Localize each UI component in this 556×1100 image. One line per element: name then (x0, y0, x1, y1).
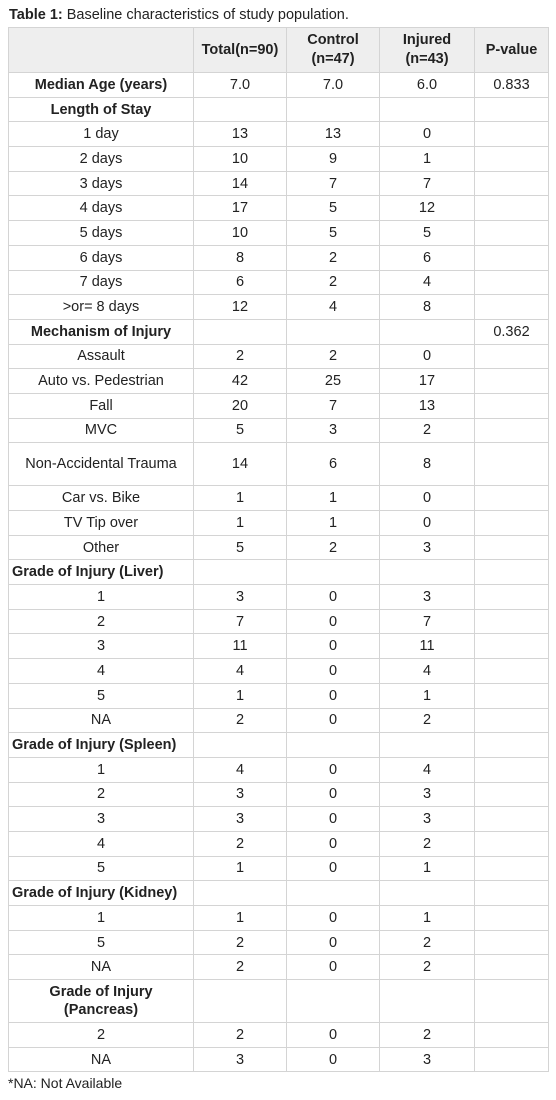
table-row (9, 295, 549, 320)
p-value-cell (475, 369, 549, 394)
row-label: Non-Accidental Trauma (9, 443, 194, 486)
section-row (9, 980, 549, 1023)
row-label: Median Age (years) (9, 73, 194, 98)
section-row (9, 97, 549, 122)
control-cell (287, 881, 380, 906)
row-label: NA (9, 1047, 194, 1072)
control-cell: 7 (287, 393, 380, 418)
total-cell: 10 (194, 147, 287, 172)
control-cell (287, 560, 380, 585)
control-cell: 0 (287, 585, 380, 610)
p-value-cell (475, 757, 549, 782)
injured-cell: 1 (380, 683, 475, 708)
control-cell: 2 (287, 270, 380, 295)
total-cell: 7.0 (194, 73, 287, 98)
p-value-cell (475, 196, 549, 221)
row-label: NA (9, 708, 194, 733)
injured-cell: 6 (380, 245, 475, 270)
total-cell: 2 (194, 831, 287, 856)
table-row (9, 122, 549, 147)
row-label: Grade of Injury (Liver) (9, 560, 194, 585)
total-cell: 2 (194, 708, 287, 733)
control-cell: 2 (287, 344, 380, 369)
injured-cell: 12 (380, 196, 475, 221)
p-value-cell: 0.833 (475, 73, 549, 98)
section-row (9, 733, 549, 758)
injured-cell: 4 (380, 659, 475, 684)
injured-cell: 1 (380, 147, 475, 172)
table-row (9, 930, 549, 955)
injured-cell: 3 (380, 585, 475, 610)
total-cell: 3 (194, 1047, 287, 1072)
row-label: 5 (9, 683, 194, 708)
section-row (9, 319, 549, 344)
control-cell: 0 (287, 955, 380, 980)
row-label: 3 (9, 807, 194, 832)
injured-cell: 3 (380, 535, 475, 560)
row-label: 1 day (9, 122, 194, 147)
control-cell (287, 319, 380, 344)
control-cell (287, 980, 380, 1023)
total-cell: 2 (194, 930, 287, 955)
control-cell: 5 (287, 221, 380, 246)
header-cell-label (9, 28, 194, 73)
row-label: Grade of Injury (Pancreas) (9, 980, 194, 1023)
row-label: 3 (9, 634, 194, 659)
total-cell: 12 (194, 295, 287, 320)
table-row (9, 443, 549, 486)
p-value-cell (475, 659, 549, 684)
row-label: Grade of Injury (Kidney) (9, 881, 194, 906)
total-cell: 4 (194, 659, 287, 684)
total-cell (194, 733, 287, 758)
table-row (9, 955, 549, 980)
row-label: Fall (9, 393, 194, 418)
total-cell (194, 560, 287, 585)
total-cell: 4 (194, 757, 287, 782)
row-label: Other (9, 535, 194, 560)
table-footnote: *NA: Not Available (8, 1075, 123, 1091)
control-cell: 0 (287, 757, 380, 782)
row-label: 4 days (9, 196, 194, 221)
injured-cell: 3 (380, 1047, 475, 1072)
table-row (9, 270, 549, 295)
p-value-cell (475, 585, 549, 610)
row-label: MVC (9, 418, 194, 443)
p-value-cell (475, 906, 549, 931)
injured-cell: 2 (380, 831, 475, 856)
p-value-cell (475, 393, 549, 418)
injured-cell: 7 (380, 609, 475, 634)
injured-cell: 2 (380, 418, 475, 443)
injured-cell: 3 (380, 807, 475, 832)
injured-cell (380, 980, 475, 1023)
p-value-cell (475, 1047, 549, 1072)
total-cell: 14 (194, 171, 287, 196)
control-cell: 2 (287, 245, 380, 270)
caption-text: Baseline characteristics of study population. (62, 7, 349, 23)
total-cell (194, 980, 287, 1023)
p-value-cell (475, 733, 549, 758)
table-row (9, 511, 549, 536)
table-row (9, 856, 549, 881)
total-cell: 17 (194, 196, 287, 221)
total-cell: 20 (194, 393, 287, 418)
p-value-cell (475, 609, 549, 634)
table-row (9, 634, 549, 659)
caption-label: Table 1: (9, 7, 63, 23)
table-row (9, 486, 549, 511)
injured-cell (380, 319, 475, 344)
control-cell: 5 (287, 196, 380, 221)
control-cell: 4 (287, 295, 380, 320)
control-cell: 0 (287, 609, 380, 634)
injured-cell: 0 (380, 511, 475, 536)
injured-cell: 2 (380, 930, 475, 955)
row-label: 3 days (9, 171, 194, 196)
row-label: Assault (9, 344, 194, 369)
header-cell-total: Total(n=90) (194, 28, 287, 73)
control-cell: 0 (287, 930, 380, 955)
p-value-cell (475, 171, 549, 196)
p-value-cell (475, 511, 549, 536)
p-value-cell (475, 245, 549, 270)
total-cell: 6 (194, 270, 287, 295)
table-body (9, 73, 549, 1072)
p-value-cell (475, 97, 549, 122)
injured-cell (380, 881, 475, 906)
row-label: 2 days (9, 147, 194, 172)
injured-cell: 7 (380, 171, 475, 196)
table-row (9, 609, 549, 634)
injured-cell: 11 (380, 634, 475, 659)
row-label: 2 (9, 609, 194, 634)
total-cell (194, 97, 287, 122)
row-label: Grade of Injury (Spleen) (9, 733, 194, 758)
table-row (9, 708, 549, 733)
row-label: >or= 8 days (9, 295, 194, 320)
table-row (9, 196, 549, 221)
p-value-cell (475, 980, 549, 1023)
table-row (9, 535, 549, 560)
p-value-cell (475, 708, 549, 733)
injured-cell: 6.0 (380, 73, 475, 98)
header-cell-injured: Injured (n=43) (380, 28, 475, 73)
header-row (9, 28, 549, 73)
total-cell (194, 319, 287, 344)
control-cell (287, 97, 380, 122)
control-cell: 1 (287, 486, 380, 511)
injured-cell: 17 (380, 369, 475, 394)
injured-cell: 13 (380, 393, 475, 418)
row-label: 1 (9, 906, 194, 931)
p-value-cell (475, 560, 549, 585)
control-cell: 0 (287, 708, 380, 733)
total-cell: 1 (194, 856, 287, 881)
control-cell: 0 (287, 1023, 380, 1048)
p-value-cell (475, 344, 549, 369)
injured-cell: 0 (380, 344, 475, 369)
row-label: 7 days (9, 270, 194, 295)
table-row (9, 171, 549, 196)
total-cell: 5 (194, 418, 287, 443)
injured-cell: 1 (380, 906, 475, 931)
injured-cell: 8 (380, 443, 475, 486)
p-value-cell (475, 856, 549, 881)
row-label: 5 (9, 930, 194, 955)
p-value-cell (475, 881, 549, 906)
total-cell: 7 (194, 609, 287, 634)
row-label: Auto vs. Pedestrian (9, 369, 194, 394)
injured-cell (380, 97, 475, 122)
injured-cell (380, 733, 475, 758)
table-caption (9, 6, 349, 24)
total-cell: 8 (194, 245, 287, 270)
row-label: NA (9, 955, 194, 980)
control-cell: 3 (287, 418, 380, 443)
table-row (9, 418, 549, 443)
p-value-cell (475, 930, 549, 955)
row-label: 2 (9, 782, 194, 807)
control-cell: 0 (287, 634, 380, 659)
row-label: 5 days (9, 221, 194, 246)
p-value-cell (475, 295, 549, 320)
baseline-characteristics-table (8, 27, 549, 1072)
total-cell: 11 (194, 634, 287, 659)
p-value-cell (475, 486, 549, 511)
injured-cell: 2 (380, 1023, 475, 1048)
row-label: 1 (9, 757, 194, 782)
control-cell: 25 (287, 369, 380, 394)
p-value-cell (475, 270, 549, 295)
table-row (9, 659, 549, 684)
total-cell: 2 (194, 1023, 287, 1048)
section-row (9, 73, 549, 98)
total-cell: 13 (194, 122, 287, 147)
p-value-cell (475, 1023, 549, 1048)
control-cell: 0 (287, 683, 380, 708)
p-value-cell (475, 122, 549, 147)
control-cell: 0 (287, 659, 380, 684)
control-cell: 0 (287, 807, 380, 832)
table-row (9, 369, 549, 394)
control-cell (287, 733, 380, 758)
control-cell: 9 (287, 147, 380, 172)
p-value-cell: 0.362 (475, 319, 549, 344)
p-value-cell (475, 418, 549, 443)
table-row (9, 344, 549, 369)
injured-cell: 1 (380, 856, 475, 881)
injured-cell: 5 (380, 221, 475, 246)
section-row (9, 881, 549, 906)
control-cell: 0 (287, 782, 380, 807)
row-label: 4 (9, 659, 194, 684)
control-cell: 2 (287, 535, 380, 560)
total-cell: 3 (194, 585, 287, 610)
table-row (9, 221, 549, 246)
table-row (9, 585, 549, 610)
p-value-cell (475, 443, 549, 486)
control-cell: 0 (287, 1047, 380, 1072)
injured-cell: 4 (380, 270, 475, 295)
total-cell: 1 (194, 511, 287, 536)
injured-cell: 0 (380, 122, 475, 147)
p-value-cell (475, 683, 549, 708)
section-row (9, 560, 549, 585)
total-cell: 10 (194, 221, 287, 246)
control-cell: 0 (287, 906, 380, 931)
table-row (9, 1023, 549, 1048)
table-row (9, 757, 549, 782)
total-cell: 3 (194, 807, 287, 832)
control-cell: 0 (287, 856, 380, 881)
table-row (9, 831, 549, 856)
p-value-cell (475, 535, 549, 560)
injured-cell: 8 (380, 295, 475, 320)
total-cell: 14 (194, 443, 287, 486)
table-row (9, 147, 549, 172)
p-value-cell (475, 634, 549, 659)
control-cell: 13 (287, 122, 380, 147)
row-label: Car vs. Bike (9, 486, 194, 511)
control-cell: 6 (287, 443, 380, 486)
control-cell: 0 (287, 831, 380, 856)
control-cell: 7.0 (287, 73, 380, 98)
row-label: Mechanism of Injury (9, 319, 194, 344)
p-value-cell (475, 147, 549, 172)
header-cell-p-value: P-value (475, 28, 549, 73)
control-cell: 1 (287, 511, 380, 536)
p-value-cell (475, 221, 549, 246)
table-row (9, 683, 549, 708)
total-cell: 2 (194, 344, 287, 369)
total-cell: 3 (194, 782, 287, 807)
table-row (9, 906, 549, 931)
injured-cell: 2 (380, 708, 475, 733)
table-row (9, 1047, 549, 1072)
table-row (9, 807, 549, 832)
header-cell-control: Control (n=47) (287, 28, 380, 73)
total-cell: 1 (194, 683, 287, 708)
p-value-cell (475, 831, 549, 856)
total-cell: 5 (194, 535, 287, 560)
p-value-cell (475, 955, 549, 980)
table-row (9, 393, 549, 418)
row-label: Length of Stay (9, 97, 194, 122)
injured-cell: 2 (380, 955, 475, 980)
row-label: TV Tip over (9, 511, 194, 536)
p-value-cell (475, 782, 549, 807)
injured-cell: 3 (380, 782, 475, 807)
control-cell: 7 (287, 171, 380, 196)
row-label: 1 (9, 585, 194, 610)
table-row (9, 245, 549, 270)
total-cell: 1 (194, 906, 287, 931)
p-value-cell (475, 807, 549, 832)
row-label: 6 days (9, 245, 194, 270)
injured-cell: 4 (380, 757, 475, 782)
injured-cell: 0 (380, 486, 475, 511)
row-label: 5 (9, 856, 194, 881)
total-cell: 1 (194, 486, 287, 511)
injured-cell (380, 560, 475, 585)
row-label: 2 (9, 1023, 194, 1048)
table-row (9, 782, 549, 807)
row-label: 4 (9, 831, 194, 856)
total-cell: 2 (194, 955, 287, 980)
total-cell (194, 881, 287, 906)
total-cell: 42 (194, 369, 287, 394)
